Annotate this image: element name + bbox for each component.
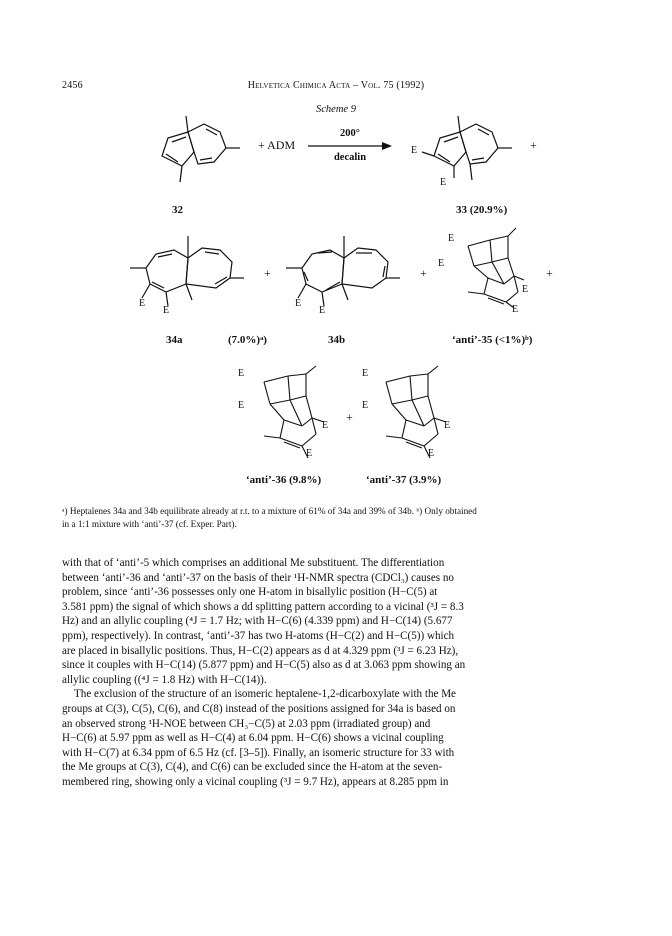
reaction-arrow — [308, 141, 392, 151]
structure-33 — [410, 112, 530, 196]
text-line: The exclusion of the structure of an isomeric heptalene-1,2-dicarboxylate with the Me — [74, 688, 456, 701]
text-line: with that of ‘anti’-5 which comprises an additional Me substituent. The differentiation — [62, 557, 445, 569]
label-34a: 34a — [166, 334, 183, 346]
plus-sign: + — [346, 410, 353, 424]
label-anti-35: ‘anti’-35 (<1%)ᵇ) — [452, 334, 533, 346]
structure-34b — [282, 226, 412, 316]
plus-sign: + — [420, 266, 427, 280]
condition-temperature: 200° — [340, 128, 360, 139]
page-number: 2456 — [62, 80, 83, 91]
text-line: H−C(6) at 5.97 ppm as well as H−C(4) at 6.04 ppm. H−C(6) shows a vicinal coupling — [62, 732, 444, 745]
substituent-e: E — [440, 177, 447, 188]
substituent-e: E — [362, 400, 369, 411]
substituent-e: E — [319, 305, 326, 316]
label-32: 32 — [172, 204, 183, 216]
scheme-title: Scheme 9 — [316, 104, 356, 115]
text-line: between ‘anti’-36 and ‘anti’-37 on the basis of their ¹H-NMR spectra (CDCl₃) causes no — [62, 571, 454, 584]
text-line: allylic coupling ((⁴J = 1.8 Hz) with H−C(14)). — [62, 673, 267, 686]
text-line: since it couples with H−C(14) (5.877 ppm) and H−C(5) also as d at 3.063 ppm showing an — [62, 659, 466, 672]
plus-sign: + — [546, 266, 553, 280]
label-anti-37: ‘anti’-37 (3.9%) — [366, 474, 442, 486]
substituent-e: E — [322, 420, 329, 431]
running-title: Helvetica Chimica Acta – Vol. 75 (1992) — [247, 80, 425, 91]
substituent-e: E — [438, 258, 445, 269]
text-line: ppm), respectively). In contrast, ‘anti’-37 has two H-atoms (H−C(2) and H−C(5)) which — [62, 629, 455, 642]
structure-anti-36 — [244, 362, 340, 466]
substituent-e: E — [238, 400, 245, 411]
scheme-footnote — [62, 505, 611, 530]
text-line: with H−C(7) at 6.34 ppm of 6.5 Hz (cf. [3–5]). Finally, an isomeric structure for 33 with — [62, 746, 455, 759]
plus-sign: + — [264, 266, 271, 280]
paragraph — [62, 556, 611, 687]
text-line: problem, since ‘anti’-36 possesses only one H-atom in bisallylic position (H−C(5) at — [62, 586, 438, 599]
text-line: membered ring, showing only a vicinal coupling (³J = 9.7 Hz), appears at 8.285 ppm in — [62, 775, 449, 788]
footnote-line: in a 1:1 mixture with ‘anti’-37 (cf. Exper. Part). — [62, 518, 237, 529]
substituent-e: E — [306, 448, 313, 459]
substituent-e: E — [448, 233, 455, 244]
text-line: the Me groups at C(3), C(4), and C(6) can be excluded since the H-atom at the seven- — [62, 761, 443, 774]
substituent-e: E — [428, 448, 435, 459]
substituent-e: E — [512, 304, 519, 315]
substituent-e: E — [139, 298, 146, 309]
condition-solvent: decalin — [333, 152, 367, 163]
footnote-line: ᵃ) Heptalenes 34a and 34b equilibrate already at r.t. to a mixture of 61% of 34a and 39% of 34b. ᵇ) Only obtained — [62, 506, 477, 516]
text-line: an observed strong ¹H-NOE between CH₃−C(5) at 2.03 ppm (irradiated group) and — [62, 717, 431, 730]
body-text — [62, 556, 611, 790]
label-34b: 34b — [328, 334, 346, 346]
substituent-e: E — [444, 420, 451, 431]
text-line: Hz) and an allylic coupling (⁴J = 1.7 Hz; with H−C(6) (4.339 ppm) and H−C(14) (5.677 — [62, 615, 453, 628]
text-line: are placed in bisallylic positions. Thus, H−C(2) appears as d at 4.329 ppm (³J = 6.23 Hz), — [62, 644, 459, 657]
label-34a-yield: (7.0%)ᵃ) — [228, 334, 267, 346]
substituent-e: E — [411, 145, 418, 156]
substituent-e: E — [163, 305, 170, 316]
substituent-e: E — [522, 284, 529, 295]
substituent-e: E — [238, 368, 245, 379]
plus-sign: + — [530, 138, 537, 152]
structure-anti-37 — [366, 362, 462, 466]
reagent-label: + ADM — [258, 138, 296, 152]
substituent-e: E — [362, 368, 369, 379]
structure-anti-35 — [448, 222, 538, 318]
structure-34a — [126, 226, 256, 316]
label-33: 33 (20.9%) — [456, 204, 508, 216]
label-anti-36: ‘anti’-36 (9.8%) — [246, 474, 322, 486]
text-line: 3.581 ppm) the signal of which shows a dd splitting pattern according to a vicinal (³J = 8.3 — [62, 600, 464, 613]
substituent-e: E — [295, 298, 302, 309]
paragraph — [62, 687, 611, 789]
text-line: groups at C(3), C(5), C(6), and C(8) instead of the positions assigned for 34a is based on — [62, 702, 456, 715]
structure-32 — [148, 112, 248, 192]
